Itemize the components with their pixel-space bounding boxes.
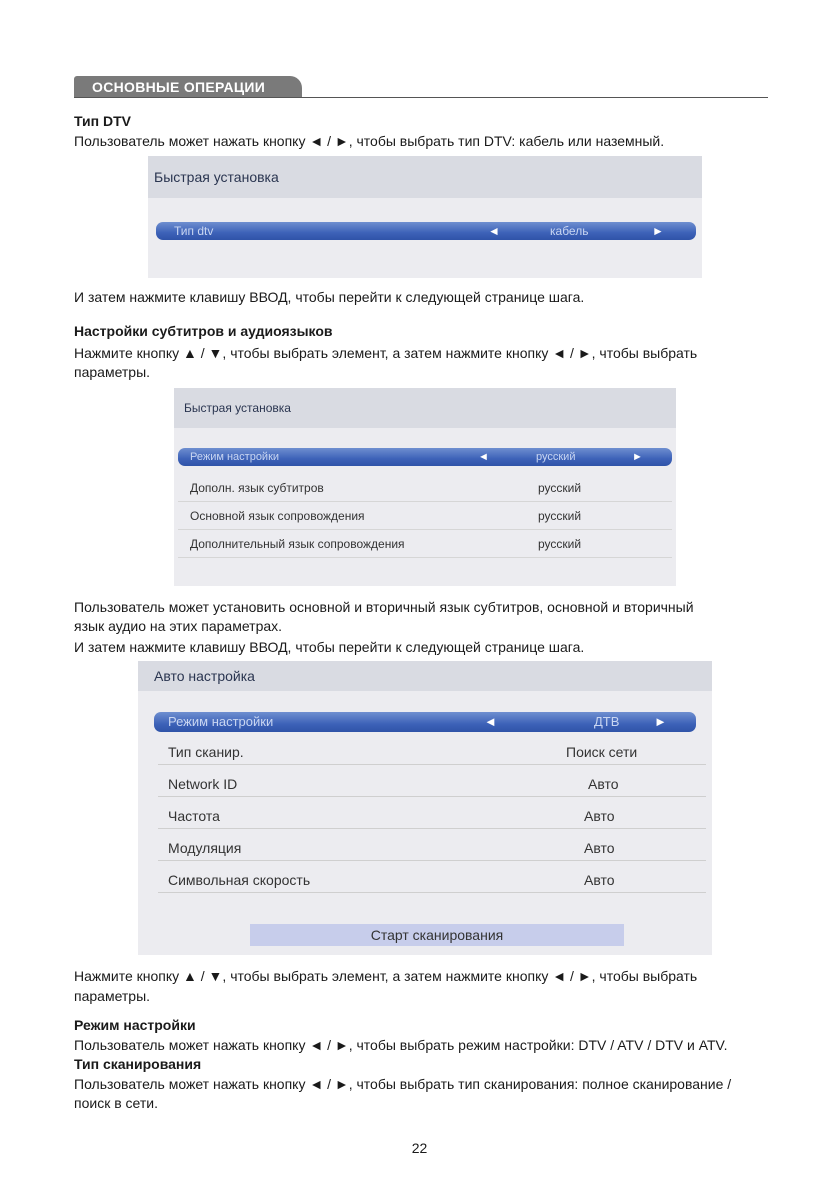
mode-text: Пользователь может нажать кнопку ◄ / ►, чтобы выбрать режим настройки: DTV / ATV / DTV и ATV. (74, 1037, 728, 1053)
dtv-type-row[interactable] (156, 222, 696, 240)
mode-heading: Режим настройки (74, 1017, 196, 1033)
subtitles-after-line3: И затем нажмите клавишу ВВОД, чтобы перейти к следующей странице шага. (74, 639, 585, 655)
row-label: Модуляция (168, 840, 242, 856)
row-value: Поиск сети (566, 744, 638, 760)
mode-row[interactable] (154, 712, 696, 732)
list-item[interactable] (178, 474, 672, 502)
subtitles-text-line1: Нажмите кнопку ▲ / ▼, чтобы выбрать элемент, а затем нажмите кнопку ◄ / ►, чтобы выбрать (74, 345, 698, 361)
page-number: 22 (411, 1140, 428, 1156)
list-item[interactable] (178, 530, 672, 558)
row-value: русский (538, 509, 582, 523)
row-label: Тип сканир. (168, 744, 244, 760)
list-item[interactable] (158, 835, 706, 861)
row-value: Авто (588, 776, 619, 792)
row-label: Network ID (168, 776, 238, 792)
row-value: русский (538, 537, 582, 551)
subtitles-after-line2: язык аудио на этих параметрах. (74, 618, 283, 634)
section-header: ОСНОВНЫЕ ОПЕРАЦИИ (74, 76, 302, 98)
start-scan-button[interactable]: Старт сканирования (250, 924, 624, 946)
section-divider (74, 97, 768, 98)
auto-after-line2: параметры. (74, 988, 151, 1004)
quick-setup-screen-2 (174, 388, 676, 586)
row-label: Дополнительный язык сопровождения (190, 537, 405, 551)
left-arrow-icon[interactable]: ◄ (478, 451, 489, 463)
subtitles-heading: Настройки субтитров и аудиоязыков (74, 323, 333, 339)
screen-title: Быстрая установка (174, 388, 676, 428)
row-label: Частота (168, 808, 220, 824)
right-arrow-icon[interactable]: ► (652, 224, 664, 238)
row-value: ДТВ (594, 714, 620, 729)
list-item[interactable] (178, 502, 672, 530)
auto-after-line1: Нажмите кнопку ▲ / ▼, чтобы выбрать элемент, а затем нажмите кнопку ◄ / ►, чтобы выбрать (74, 968, 698, 984)
dtv-type-after-text: И затем нажмите клавишу ВВОД, чтобы перейти к следующей странице шага. (74, 289, 585, 305)
row-value: Авто (584, 872, 615, 888)
subtitles-after-line1: Пользователь может установить основной и вторичный язык субтитров, основной и вторичный (74, 599, 694, 615)
row-label: Тип dtv (174, 224, 214, 238)
left-arrow-icon[interactable]: ◄ (484, 714, 497, 729)
row-label: Дополн. язык субтитров (190, 481, 324, 495)
row-value: Авто (584, 808, 615, 824)
screen-title: Авто настройка (138, 661, 712, 691)
dtv-type-text: Пользователь может нажать кнопку ◄ / ►, чтобы выбрать тип DTV: кабель или наземный. (74, 133, 665, 149)
row-label: Режим настройки (168, 714, 274, 729)
row-label: Режим настройки (190, 451, 280, 463)
row-value: кабель (550, 224, 589, 238)
scan-heading: Тип сканирования (74, 1056, 202, 1072)
row-label: Символьная скорость (168, 872, 311, 888)
mode-row[interactable] (178, 448, 672, 466)
list-item[interactable] (158, 867, 706, 893)
quick-setup-screen-1 (148, 156, 702, 278)
screen-title: Быстрая установка (148, 156, 702, 198)
scan-text-line2: поиск в сети. (74, 1095, 158, 1111)
list-item[interactable] (158, 771, 706, 797)
auto-tuning-screen (138, 661, 712, 955)
subtitles-text-line2: параметры. (74, 364, 151, 380)
row-value: русский (536, 451, 576, 463)
list-item[interactable] (158, 739, 706, 765)
right-arrow-icon[interactable]: ► (654, 714, 667, 729)
scan-text-line1: Пользователь может нажать кнопку ◄ / ►, чтобы выбрать тип сканирования: полное сканирование / (74, 1076, 732, 1092)
list-item[interactable] (158, 803, 706, 829)
row-value: Авто (584, 840, 615, 856)
row-value: русский (538, 481, 582, 495)
right-arrow-icon[interactable]: ► (632, 451, 643, 463)
row-label: Основной язык сопровождения (190, 509, 365, 523)
dtv-type-heading: Тип DTV (74, 113, 131, 129)
left-arrow-icon[interactable]: ◄ (488, 224, 500, 238)
